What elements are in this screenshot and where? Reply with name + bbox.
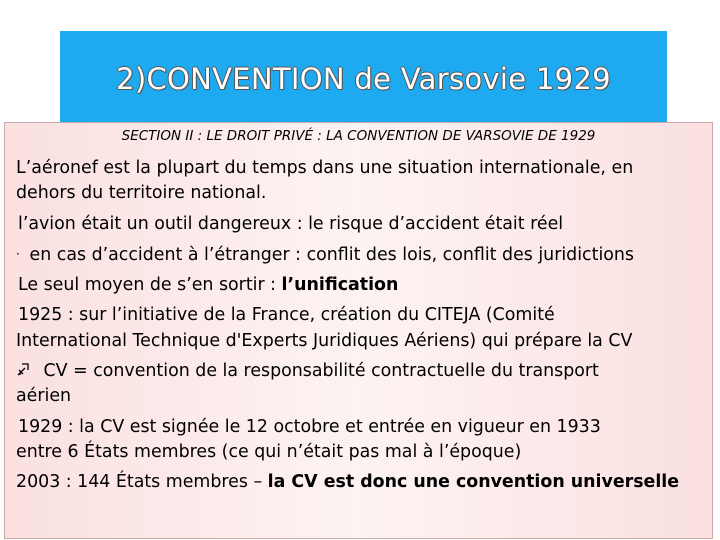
paragraph-line: L’aéronef est la plupart du temps dans une situation internationale, en xyxy=(16,158,634,178)
section-header: SECTION II : LE DROIT PRIVÉ : LA CONVENTION DE VARSOVIE DE 1929 xyxy=(121,128,596,144)
paragraph-text: 2003 : 144 États membres – xyxy=(16,472,268,493)
emphasis-text: la CV est donc une convention universelle xyxy=(267,472,680,493)
paragraph-4 xyxy=(16,273,716,298)
paragraph-3 xyxy=(16,242,716,268)
paragraph-line xyxy=(16,359,716,384)
paragraph-line: dehors du territoire national. xyxy=(16,183,267,204)
paragraph-2 xyxy=(16,212,716,237)
title-banner xyxy=(60,31,667,123)
body-text xyxy=(16,156,716,501)
content-panel xyxy=(4,122,713,539)
paragraph-7 xyxy=(16,415,716,466)
paragraph-line: entre 6 États membres (ce qui n’était pas mal à l’époque) xyxy=(16,441,522,462)
paragraph-line: l’avion était un outil dangereux : le risque d’accident était réel xyxy=(18,213,564,234)
airplane-arrow-icon xyxy=(16,360,38,376)
paragraph-line: 1925 : sur l’initiative de la France, création du CITEJA (Comité xyxy=(18,305,555,326)
paragraph-line: International Technique d'Experts Juridiques Aériens) qui prépare la CV xyxy=(16,330,633,351)
paragraph-line: aérien xyxy=(16,386,72,407)
paragraph-5 xyxy=(16,303,716,354)
paragraph-1 xyxy=(16,156,716,207)
paragraph-6 xyxy=(16,359,716,410)
paragraph-line xyxy=(18,273,716,298)
emphasis-text: l’unification xyxy=(281,275,399,296)
paragraph-8 xyxy=(16,470,716,495)
page-title: 2)CONVENTION de Varsovie 1929 xyxy=(116,62,611,96)
paragraph-text: en cas d’accident à l’étranger : conflit des lois, conflit des juridictions xyxy=(29,244,634,265)
paragraph-text: Le seul moyen de s’en sortir : xyxy=(18,275,282,296)
bullet-dot-icon: · xyxy=(16,246,20,261)
paragraph-line xyxy=(16,242,716,268)
paragraph-line xyxy=(16,470,716,495)
paragraph-text: CV = convention de la responsabilité contractuelle du transport xyxy=(43,361,599,382)
paragraph-line: 1929 : la CV est signée le 12 octobre et entrée en vigueur en 1933 xyxy=(18,416,601,437)
